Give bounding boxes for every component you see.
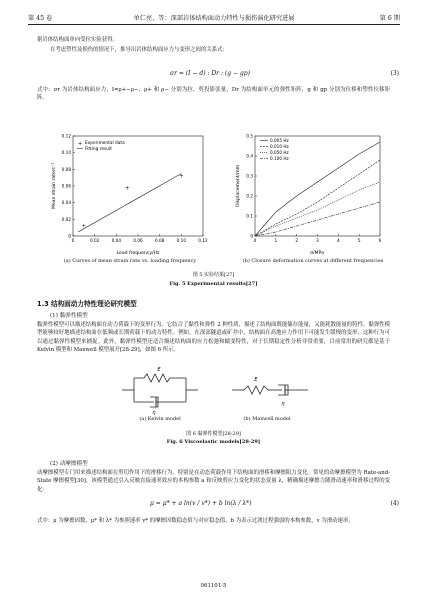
intro-line-1: 据岩体结构面单向受拉实验获得。 [37, 37, 118, 43]
intro-line-2: 在考虑塑性及损伤的情况下，推导出岩体结构面应力与变形之间的关系式： [50, 47, 228, 53]
chart-a-ylabel: Mean strain rate/s⁻¹ [52, 162, 57, 210]
equation-4-number: (4) [390, 500, 399, 507]
chart-b-ytick-label: 0.5 [246, 133, 253, 139]
chart-a-xlabel: Load frequency/Hz [116, 251, 160, 256]
chart-b-legend [260, 138, 289, 161]
chart-a-xtick-label: 0.08 [155, 238, 165, 243]
chart-a-xtick-label: 0.06 [133, 238, 143, 243]
chart-a-ytick-label: 0 [68, 233, 71, 239]
maxwell-spring [244, 386, 268, 394]
kelvin-spring [134, 374, 186, 382]
maxwell-model-diagram [232, 377, 308, 407]
chart-b-xtick-label: 2 [295, 238, 299, 243]
chart-a-legend [77, 140, 125, 152]
chart-a-xtick-label: 0.10 [176, 238, 186, 243]
chart-a-ytick-label: 0.08 [61, 166, 71, 172]
subheading-friction: (2) 动摩擦模型 [50, 461, 88, 467]
chart-b-ytick-label: 0.2 [246, 193, 253, 199]
subheading-viscoelastic: (1) 黏弹性模型 [50, 313, 88, 319]
chart-b-xlabel: σ/MPa [310, 251, 324, 256]
kelvin-caption: (a) Kelvin model [139, 416, 181, 422]
chart-mean-strain-rate [51, 134, 208, 257]
chart-b-ytick-label: 0.1 [246, 213, 253, 219]
viscoelastic-paragraph: 黏弹性模型可以描述结构面在动力荷载下的变形行为。它结合了黏性和弹性 2 种性质，描述了结构面既能储存能量，又能耗散能量的特性。黏弹性模型能够较好地描述结构面在低频或长期荷载下的动力特性。例如，在深部隧道或矿井中，结构面在高地应力作用下可能发生缓慢的变形，这种行为可以通过黏弹性模型来捕捉。此外，黏弹性模型还适合描述结构面的应力松弛和蠕变特性，对于长期稳定性分析非常重要，目前常用的研究都是基于 Kelvin 模型和 Maxwell 模型展开[28-29]，如图 6 所示。 [37, 322, 390, 354]
figure-5b-caption: (b) Closure deformation curves at different frequencies [242, 258, 384, 264]
chart-a-ytick-label: 0.04 [61, 200, 71, 206]
chart-b-legend-label: 0.010 Hz [270, 144, 289, 149]
figure-5-caption-en: Fig. 5 Experimental results[27] [169, 281, 258, 287]
figure-5 [45, 128, 385, 264]
chart-a-data-point: + [125, 185, 130, 192]
chart-a-xtick-label: 0 [71, 238, 75, 243]
header-rule [28, 24, 400, 25]
chart-a-ytick-label: 0.06 [61, 183, 71, 189]
equation-3: σr = (I − d) : Dr : (g − gp) [170, 70, 250, 77]
equation-3-where: 式中：σr 为岩体结构面应力，I=ρ+−ρ−，ρ+ 和 ρ− 分别为拉、剪投影张量，Dr 为结构面单元的弹性矩阵，g 和 gp 分别为位移和塑性位移矩阵。 [37, 87, 390, 102]
figure-5a-caption: (a) Curves of mean strain rate vs. loading frequency [63, 258, 197, 264]
kelvin-model-diagram [122, 367, 198, 416]
chart-closure-deformation [235, 134, 382, 257]
chart-b-xtick-label: 5 [357, 238, 361, 243]
chart-b-xtick-label: 3 [316, 238, 319, 243]
chart-a-data-point: + [81, 223, 86, 230]
chart-b-legend-label: 0.005 Hz [270, 138, 289, 143]
chart-b-ytick-label: 0.4 [246, 153, 253, 159]
equation-4-where: 式中：μ 为摩擦因数，μ* 和 λ* 为参照速率 v* 的摩擦因数稳态值与对应稳态值，b 为表示过渡过程强弱的本构参数，v 为滑动速率。 [37, 518, 354, 524]
running-header-volume: 第 45 卷 [28, 15, 53, 22]
equation-4: μ = μ* + a ln(v / v*) + b ln(λ / λ*) [150, 500, 252, 507]
chart-b-series-line [255, 160, 380, 236]
maxwell-label-E: E [254, 377, 258, 383]
chart-b-ytick-label: 0 [250, 233, 253, 239]
figure-5-caption-cn: 图 5 实验结果[27] [192, 272, 235, 278]
chart-a-ytick-label: 0.12 [61, 133, 71, 139]
chart-a-xtick-label: 0.02 [90, 238, 100, 243]
chart-b-xtick-label: 1 [274, 238, 278, 243]
chart-b-series-line [255, 182, 380, 236]
chart-a-xtick-label: 0.12 [198, 238, 208, 243]
chart-b-series-line [255, 202, 380, 236]
kelvin-label-E: E [157, 367, 161, 373]
maxwell-caption: (b) Maxwell model [243, 416, 291, 422]
legend-a-fitting-label: Fitting result [85, 147, 112, 152]
chart-b-ytick-label: 0.3 [246, 173, 253, 179]
chart-a-data-point: + [179, 173, 184, 180]
equation-3-number: (3) [390, 70, 399, 77]
figure-6-caption-cn: 图 6 黏弹性模型[28-29] [186, 431, 241, 437]
running-header-title: 单仁亮、等：深部岩体结构面动力特性与损伤演化研究进展 [133, 15, 295, 22]
maxwell-label-eta: η [281, 401, 285, 407]
chart-a-fitting-line [78, 173, 184, 232]
chart-b-xtick-label: 4 [336, 238, 340, 243]
chart-a-xtick-label: 0.04 [111, 238, 121, 243]
page-number: 061101-5 [200, 583, 227, 589]
chart-b-ylabel: Displacement/mm [236, 164, 241, 208]
figure-6 [120, 360, 320, 420]
section-heading: 1.3 结构面动力特性理论研究模型 [37, 300, 137, 308]
chart-b-legend-label: 0.100 Hz [270, 156, 289, 161]
legend-a-marker: + [78, 141, 83, 148]
chart-b-legend-label: 0.050 Hz [270, 150, 289, 155]
chart-b-xtick-label: 0 [253, 238, 257, 243]
chart-b-xtick-label: 6 [378, 238, 382, 243]
legend-a-experimental-label: Experimental data [85, 141, 125, 146]
friction-paragraph: 动摩擦模型专门用来描述结构面在剪切作用下的滑移行为，特别是在动态荷载作用下结构面的滑移和摩擦阻力变化。常见的动摩擦模型为 Rate-and-State 摩擦模型[30]。该模型通过引入反映直接速率效应的本构参数 a 和反映剪应力变化的状态变量 λ，精确描述摩擦力随滑动速率和滑移过程的变化： [37, 470, 390, 493]
running-header-issue: 第 6 期 [379, 15, 400, 22]
kelvin-label-eta: η [152, 410, 156, 416]
figure-6-caption-en: Fig. 6 Viscoelastic models[28-29] [166, 439, 261, 445]
chart-a-ytick-label: 0.10 [61, 150, 71, 156]
chart-a-ytick-label: 0.02 [61, 216, 71, 222]
